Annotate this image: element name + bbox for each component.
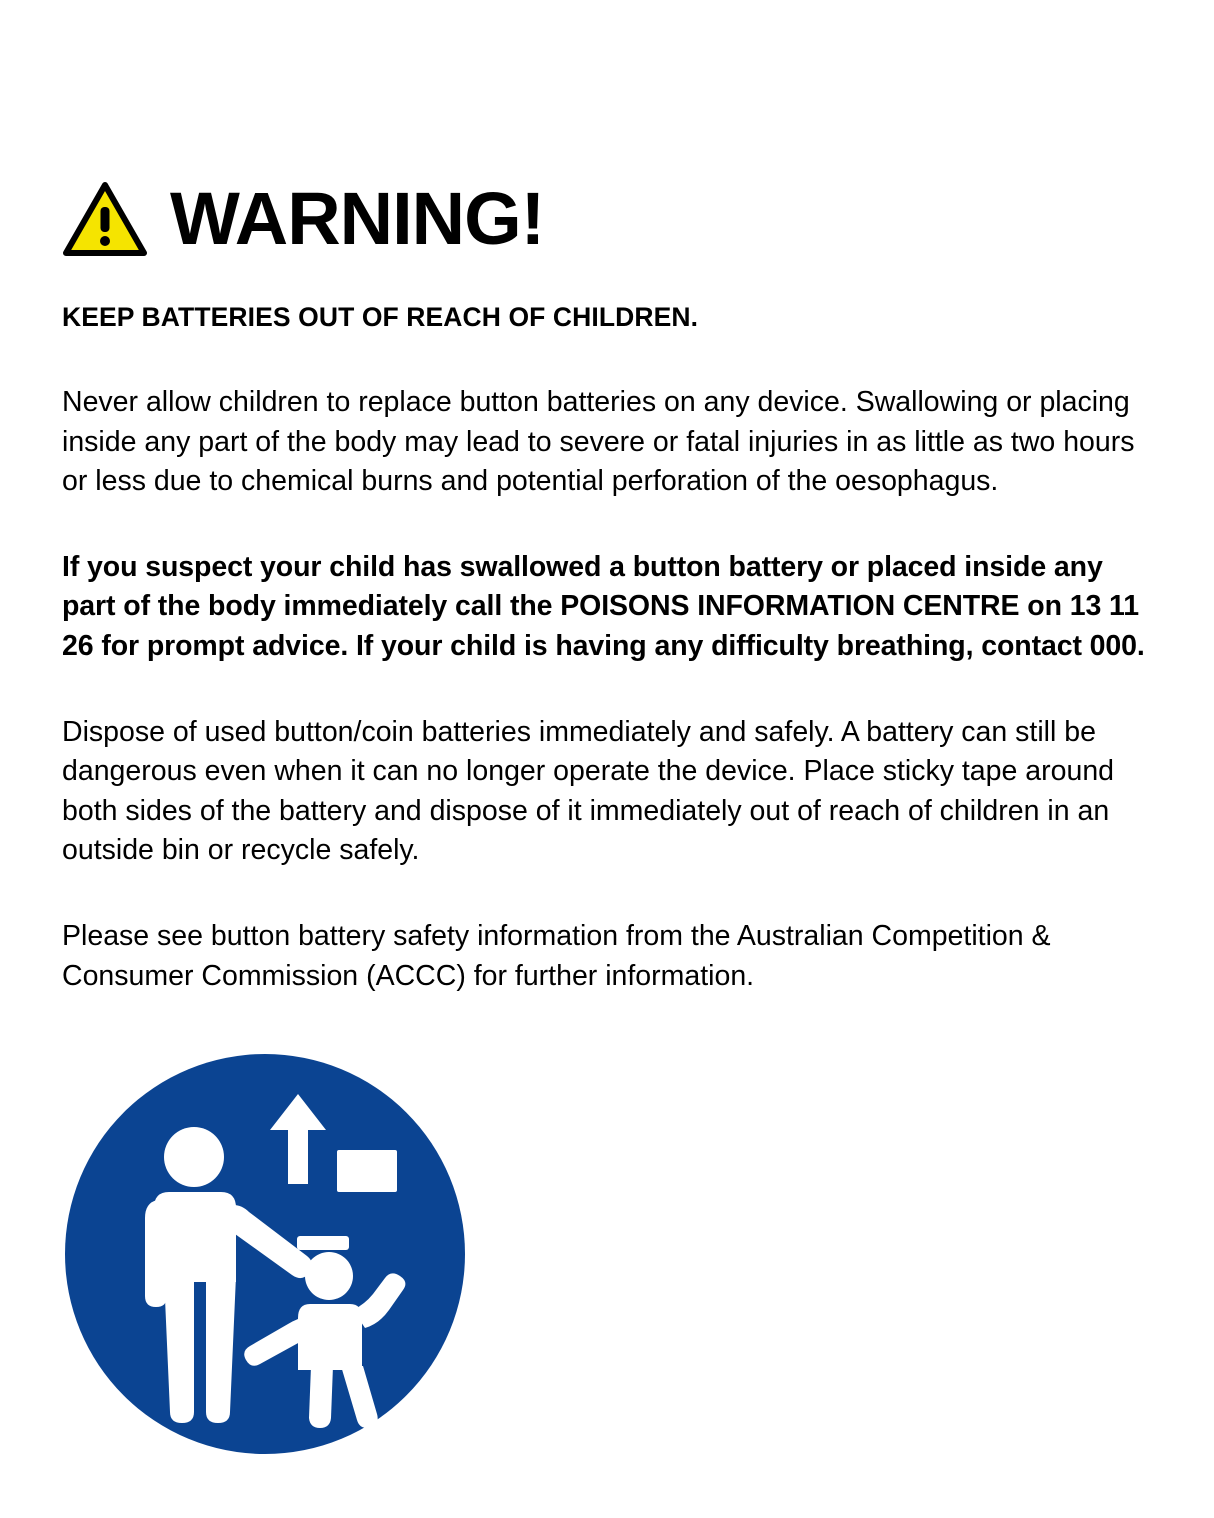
paragraph-emergency-instructions: If you suspect your child has swallowed a button battery or placed inside any part of the body immediately call the POISONS INFORMATION CENTRE on 13 11 26 for prompt advice. If your child is having any difficulty breathing, contact 000. xyxy=(62,550,1145,663)
paragraph-general-warning: Never allow children to replace button batteries on any device. Swallowing or placing inside any part of the body may lead to severe or fatal injuries in as little as two hours or less due to chemical burns and potential perforation of the oesophagus. xyxy=(62,386,1135,498)
warning-heading xyxy=(62,177,1152,260)
page-title: WARNING! xyxy=(170,177,545,260)
keep-out-of-reach-of-children-icon xyxy=(65,1054,465,1454)
warning-triangle-icon xyxy=(62,180,148,258)
subheading: KEEP BATTERIES OUT OF REACH OF CHILDREN. xyxy=(62,302,699,332)
pictogram-container xyxy=(65,1054,1152,1454)
paragraph-accc-reference: Please see button battery safety information from the Australian Competition & Consumer Commission (ACCC) for further information. xyxy=(62,920,1051,992)
paragraph-disposal-instructions: Dispose of used button/coin batteries immediately and safely. A battery can still be dangerous even when it can no longer operate the device. Place sticky tape around both sides of the battery and dispose of it immediately out of reach of children in an outside bin or recycle safely. xyxy=(62,715,1115,867)
